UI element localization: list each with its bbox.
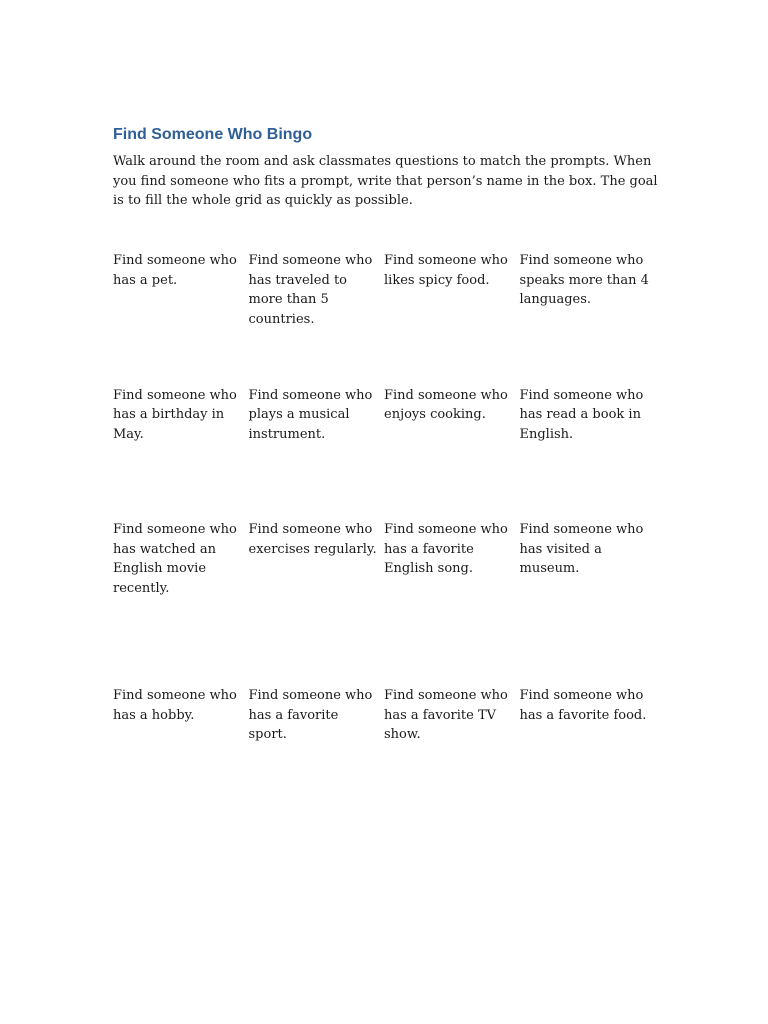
bingo-cell: Find someone who exercises regularly. — [248, 522, 377, 557]
grid-row — [113, 386, 658, 521]
bingo-cell: Find someone who speaks more than 4 languages. — [519, 253, 649, 307]
bingo-cell: Find someone who has watched an English movie recently. — [113, 522, 237, 596]
bingo-cell: Find someone who has a favorite TV show. — [384, 688, 508, 742]
bingo-cell: Find someone who likes spicy food. — [384, 253, 508, 288]
bingo-cell: Find someone who has visited a museum. — [519, 522, 644, 576]
bingo-cell: Find someone who has a hobby. — [113, 688, 237, 723]
page-title: Find Someone Who Bingo — [113, 126, 313, 143]
grid-row — [113, 520, 658, 686]
intro-paragraph: Walk around the room and ask classmates questions to match the prompts. When you find someone who fits a prompt, write that person’s name in the box. The goal is to fill the whole grid as quickly as possible. — [113, 154, 658, 208]
document-header — [113, 124, 658, 211]
grid-row — [113, 251, 658, 386]
bingo-cell: Find someone who has traveled to more than 5 countries. — [248, 253, 373, 327]
bingo-cell: Find someone who has a favorite sport. — [248, 688, 373, 742]
bingo-cell: Find someone who has a favorite food. — [519, 688, 647, 723]
bingo-cell: Find someone who plays a musical instrument. — [248, 387, 373, 442]
bingo-cell: Find someone who has a birthday in May. — [113, 387, 237, 442]
bingo-cell: Find someone who has a pet. — [113, 253, 237, 288]
bingo-grid — [113, 251, 658, 766]
bingo-cell: Find someone who has a favorite English song. — [384, 522, 508, 576]
bingo-cell: Find someone who has read a book in English. — [519, 387, 644, 442]
bingo-cell: Find someone who enjoys cooking. — [384, 387, 508, 422]
grid-row — [113, 686, 658, 766]
